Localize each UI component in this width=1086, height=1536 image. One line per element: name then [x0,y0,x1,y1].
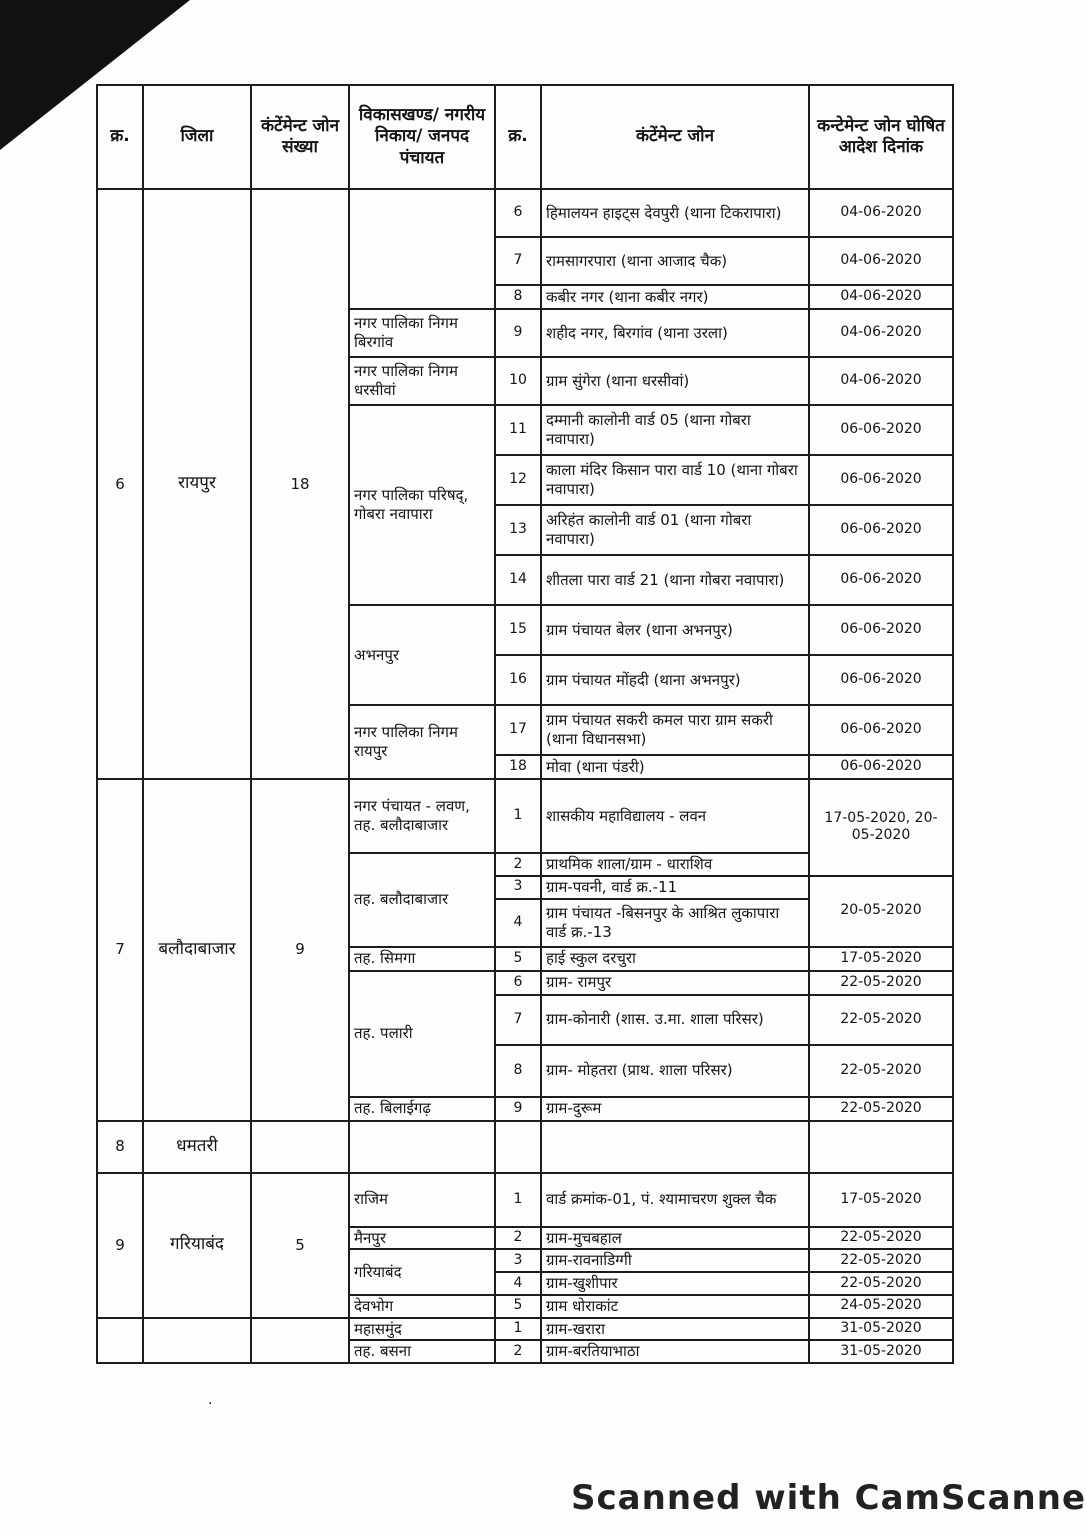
zone-name: वार्ड क्रमांक-01, पं. श्यामाचरण शुक्ल चैक [541,1173,809,1227]
zone-name: शीतला पारा वार्ड 21 (थाना गोबरा नवापारा) [541,555,809,605]
district-name: धमतरी [143,1121,251,1173]
block-cell: नगर पालिका निगम धरसीवां [349,357,495,405]
district-name: गरियाबंद [143,1173,251,1318]
zone-name: ग्राम-रावनाडिग्गी [541,1249,809,1272]
zone-name: शासकीय महाविद्यालय - लवन [541,779,809,853]
block-cell: तह. बलौदाबाजार [349,853,495,947]
zone-sr: 8 [495,1045,541,1097]
block-cell: महासमुंद [349,1318,495,1341]
order-date: 06-06-2020 [809,705,953,755]
zone-sr: 16 [495,655,541,705]
zone-sr: 12 [495,455,541,505]
table-row [97,1318,953,1341]
district-sr: 6 [97,189,143,779]
table-row [97,779,953,853]
zone-sr: 13 [495,505,541,555]
empty-cell [143,1318,251,1364]
empty-cell [97,1318,143,1364]
order-date: 20-05-2020 [809,876,953,947]
zone-sr: 4 [495,1272,541,1295]
zone-sr: 14 [495,555,541,605]
zone-sr: 5 [495,947,541,971]
zone-count: 18 [251,189,349,779]
zone-sr: 9 [495,309,541,357]
stray-dot: . [208,1392,213,1408]
header-district: जिला [143,85,251,189]
order-date: 04-06-2020 [809,189,953,237]
empty-cell [809,1121,953,1173]
district-name: बलौदाबाजार [143,779,251,1121]
zone-sr: 1 [495,1318,541,1341]
empty-cell [541,1121,809,1173]
order-date: 06-06-2020 [809,405,953,455]
order-date: 06-06-2020 [809,455,953,505]
zone-name: ग्राम धोराकांट [541,1295,809,1318]
zone-sr: 2 [495,1227,541,1250]
zone-sr: 15 [495,605,541,655]
zone-name: अरिहंत कालोनी वार्ड 01 (थाना गोबरा नवापारा) [541,505,809,555]
zone-sr: 18 [495,755,541,779]
header-sr: क्र. [97,85,143,189]
zone-name: ग्राम पंचायत सकरी कमल पारा ग्राम सकरी (थाना विधानसभा) [541,705,809,755]
block-cell: नगर पालिका परिषद्, गोबरा नवापारा [349,405,495,605]
zone-sr: 1 [495,779,541,853]
zone-sr: 3 [495,1249,541,1272]
order-date: 04-06-2020 [809,309,953,357]
zone-name: प्राथमिक शाला/ग्राम - धाराशिव [541,853,809,876]
zone-sr: 7 [495,995,541,1045]
order-date: 22-05-2020 [809,1097,953,1121]
order-date: 17-05-2020, 20-05-2020 [809,779,953,876]
block-cell: मैनपुर [349,1227,495,1250]
order-date: 31-05-2020 [809,1318,953,1341]
table-header-row [97,85,953,189]
block-cell: राजिम [349,1173,495,1227]
zone-sr: 4 [495,899,541,947]
zone-name: ग्राम- मोहतरा (प्राथ. शाला परिसर) [541,1045,809,1097]
order-date: 31-05-2020 [809,1340,953,1363]
zone-name: कबीर नगर (थाना कबीर नगर) [541,285,809,309]
zone-name: ग्राम-खरारा [541,1318,809,1341]
zone-name: ग्राम-पवनी, वार्ड क्र.-11 [541,876,809,899]
header-block: विकासखण्ड/ नगरीय निकाय/ जनपद पंचायत [349,85,495,189]
order-date: 17-05-2020 [809,947,953,971]
block-cell [349,189,495,309]
zone-name: ग्राम- रामपुर [541,971,809,995]
containment-zone-sheet [96,84,954,1364]
zone-sr: 2 [495,853,541,876]
order-date: 22-05-2020 [809,1249,953,1272]
zone-name: ग्राम पंचायत मोंहदी (थाना अभनपुर) [541,655,809,705]
zone-sr: 1 [495,1173,541,1227]
zone-name: ग्राम-मुचबहाल [541,1227,809,1250]
zone-sr: 3 [495,876,541,899]
block-cell: नगर पालिका निगम रायपुर [349,705,495,779]
zone-sr: 7 [495,237,541,285]
zone-sr: 8 [495,285,541,309]
block-cell: अभनपुर [349,605,495,705]
order-date: 22-05-2020 [809,1227,953,1250]
block-cell: नगर पालिका निगम बिरगांव [349,309,495,357]
zone-sr: 6 [495,189,541,237]
zone-name: ग्राम पंचायत -बिसनपुर के आश्रित लुकापारा वार्ड क्र.-13 [541,899,809,947]
table-row [97,1173,953,1227]
scanner-watermark: Scanned with CamScanne [571,1478,1086,1518]
order-date: 06-06-2020 [809,505,953,555]
zone-sr: 9 [495,1097,541,1121]
empty-cell [495,1121,541,1173]
order-date: 06-06-2020 [809,755,953,779]
order-date: 22-05-2020 [809,971,953,995]
order-date: 06-06-2020 [809,655,953,705]
empty-cell [349,1121,495,1173]
order-date: 04-06-2020 [809,357,953,405]
zone-sr: 11 [495,405,541,455]
zone-sr: 17 [495,705,541,755]
zone-name: ग्राम-खुशीपार [541,1272,809,1295]
block-cell: नगर पंचायत - लवण, तह. बलौदाबाजार [349,779,495,853]
block-cell: देवभोग [349,1295,495,1318]
zone-name: ग्राम पंचायत बेलर (थाना अभनपुर) [541,605,809,655]
order-date: 04-06-2020 [809,285,953,309]
table-row [97,1121,953,1173]
zone-name: ग्राम-बरतियाभाठा [541,1340,809,1363]
order-date: 22-05-2020 [809,1045,953,1097]
containment-zone-table [96,84,954,1364]
header-zone-sr: क्र. [495,85,541,189]
table-row [97,189,953,237]
zone-name: शहीद नगर, बिरगांव (थाना उरला) [541,309,809,357]
district-sr: 7 [97,779,143,1121]
zone-sr: 5 [495,1295,541,1318]
order-date: 24-05-2020 [809,1295,953,1318]
block-cell: तह. पलारी [349,971,495,1097]
district-name: रायपुर [143,189,251,779]
block-cell: तह. सिमगा [349,947,495,971]
zone-name: रामसागरपारा (थाना आजाद चैक) [541,237,809,285]
block-cell: तह. बिलाईगढ़ [349,1097,495,1121]
empty-cell [251,1318,349,1364]
zone-name: ग्राम सुंगेरा (थाना धरसीवां) [541,357,809,405]
zone-count: 9 [251,779,349,1121]
district-sr: 9 [97,1173,143,1318]
order-date: 04-06-2020 [809,237,953,285]
order-date: 17-05-2020 [809,1173,953,1227]
block-cell: तह. बसना [349,1340,495,1363]
zone-name: काला मंदिर किसान पारा वार्ड 10 (थाना गोबरा नवापारा) [541,455,809,505]
zone-count: 5 [251,1173,349,1318]
zone-name: हिमालयन हाइट्स देवपुरी (थाना टिकरापारा) [541,189,809,237]
zone-sr: 10 [495,357,541,405]
empty-cell [251,1121,349,1173]
zone-name: ग्राम-दुरूम [541,1097,809,1121]
zone-sr: 2 [495,1340,541,1363]
zone-name: हाई स्कुल दरचुरा [541,947,809,971]
zone-name: दम्मानी कालोनी वार्ड 05 (थाना गोबरा नवापारा) [541,405,809,455]
zone-name: मोवा (थाना पंडरी) [541,755,809,779]
block-cell: गरियाबंद [349,1249,495,1295]
zone-sr: 6 [495,971,541,995]
order-date: 22-05-2020 [809,995,953,1045]
order-date: 06-06-2020 [809,555,953,605]
header-zone-count: कंटेंमेन्ट जोन संख्या [251,85,349,189]
order-date: 06-06-2020 [809,605,953,655]
header-order-date: कन्टेमेन्ट जोन घोषित आदेश दिनांक [809,85,953,189]
header-zone: कंटेंमेन्ट जोन [541,85,809,189]
order-date: 22-05-2020 [809,1272,953,1295]
district-sr: 8 [97,1121,143,1173]
zone-name: ग्राम-कोनारी (शास. उ.मा. शाला परिसर) [541,995,809,1045]
